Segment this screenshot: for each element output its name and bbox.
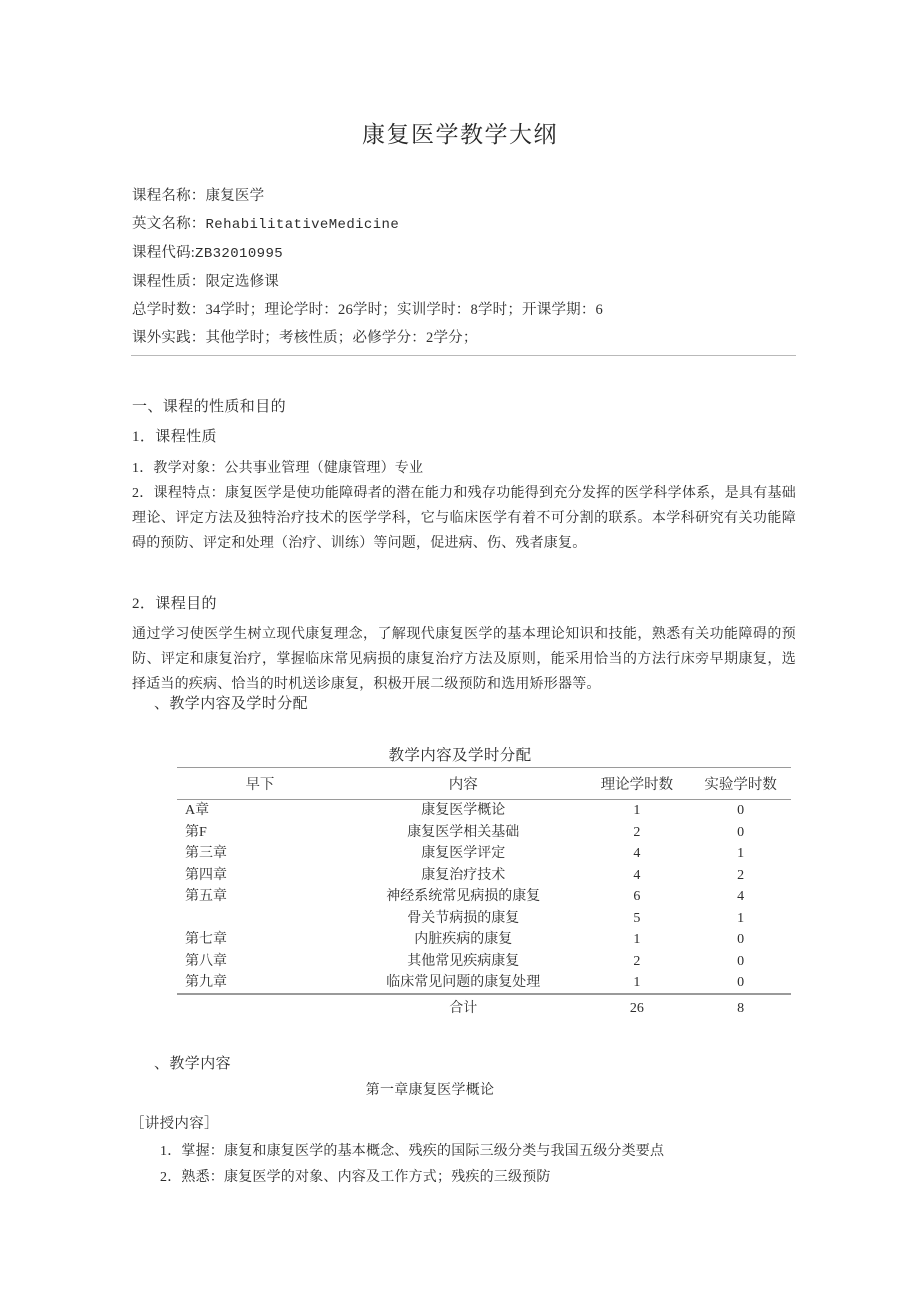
meta-value: 34学时；理论学时：26学时；实训学时：8学时；开课学期：6 bbox=[205, 302, 603, 318]
section-three-heading: 、教学内容 bbox=[154, 1056, 232, 1072]
table-head bbox=[177, 768, 791, 800]
lecture-item: 1．掌握：康复和康复医学的基本概念、残疾的国际三级分类与我国五级分类要点 bbox=[160, 1144, 665, 1159]
cell-content: 康复医学评定 bbox=[421, 846, 506, 861]
meta-value: 限定选修课 bbox=[205, 274, 279, 290]
meta-line-course-nature bbox=[132, 268, 796, 296]
cell-theory-hours: 2 bbox=[633, 824, 641, 840]
meta-value: ZB32010995 bbox=[195, 246, 284, 262]
cell-total-theory-hours: 26 bbox=[629, 1000, 644, 1016]
table-total-row bbox=[177, 994, 791, 1022]
table-row bbox=[177, 865, 791, 887]
meta-line-extracurricular bbox=[132, 324, 796, 352]
meta-label: 课外实践： bbox=[132, 330, 206, 346]
table-row bbox=[177, 800, 791, 822]
cell-total-spacer bbox=[177, 994, 343, 1022]
table-header-row bbox=[177, 768, 791, 800]
page-title: 康复医学教学大纲 bbox=[362, 122, 558, 147]
meta-line-total-hours bbox=[132, 296, 796, 324]
meta-line-course-name bbox=[132, 182, 796, 210]
meta-label: 总学时数： bbox=[132, 302, 206, 318]
section-one-sub-one-heading: 1．课程性质 bbox=[132, 429, 217, 445]
cell-content: 神经系统常见病损的康复 bbox=[386, 889, 541, 904]
table-bottom-divider bbox=[177, 993, 791, 994]
section-one-sub-two-heading: 2．课程目的 bbox=[132, 596, 217, 612]
meta-value: 其他学时；考核性质；必修学分：2学分； bbox=[205, 330, 478, 346]
cell-chapter: 第F bbox=[185, 824, 207, 840]
teaching-hours-table bbox=[177, 767, 791, 1022]
cell-theory-hours: 1 bbox=[633, 975, 641, 990]
meta-label: 英文名称： bbox=[132, 216, 206, 232]
cell-chapter: 第五章 bbox=[185, 889, 227, 904]
lecture-item: 2．熟悉：康复医学的对象、内容及工作方式；残疾的三级预防 bbox=[160, 1170, 551, 1185]
cell-chapter: 第三章 bbox=[185, 846, 227, 861]
cell-lab-hours: 0 bbox=[737, 824, 745, 840]
cell-lab-hours: 1 bbox=[737, 846, 745, 861]
cell-content: 内脏疾病的康复 bbox=[414, 932, 513, 947]
table-body bbox=[177, 800, 791, 1022]
cell-content: 康复医学概论 bbox=[421, 803, 506, 818]
cell-content: 康复医学相关基础 bbox=[407, 824, 520, 840]
cell-total-lab-hours: 8 bbox=[737, 1000, 745, 1016]
course-objective-paragraph: 通过学习使医学生树立现代康复理念，了解现代康复医学的基本理论知识和技能，熟悉有关功能障碍的预防、评定和康复治疗，掌握临床常见病损的康复治疗方法及原则，能采用恰当的方法行床旁早期康复，选择适当的疾病、恰当的时机送诊康复，积极开展二级预防和选用矫形器等。 bbox=[132, 627, 796, 692]
course-features-paragraph: 2．课程特点：康复医学是使功能障碍者的潜在能力和残存功能得到充分发挥的医学科学体系，是具有基础理论、评定方法及独特治疗技术的医学学科，它与临床医学有着不可分割的联系。本学科研究有关功能障碍的预防、评定和处理（治疗、训练）等问题，促进病、伤、残者康复。 bbox=[132, 486, 796, 551]
cell-lab-hours: 0 bbox=[737, 803, 745, 818]
cell-lab-hours: 0 bbox=[737, 932, 745, 947]
cell-theory-hours: 4 bbox=[633, 867, 641, 883]
cell-theory-hours: 1 bbox=[633, 803, 641, 818]
cell-lab-hours: 1 bbox=[737, 910, 745, 926]
meta-line-english-name bbox=[132, 210, 796, 239]
cell-chapter: A章 bbox=[185, 803, 210, 818]
cell-chapter: 第四章 bbox=[185, 867, 227, 883]
meta-value: RehabilitativeMedicine bbox=[205, 217, 400, 233]
column-header-chapter: 早下 bbox=[245, 777, 275, 793]
meta-label: 课程代码: bbox=[132, 245, 196, 261]
table-row bbox=[177, 886, 791, 908]
cell-content: 临床常见问题的康复处理 bbox=[386, 975, 541, 990]
cell-theory-hours: 4 bbox=[633, 846, 641, 861]
cell-chapter: 第七章 bbox=[185, 932, 227, 947]
section-one-heading: 一、课程的性质和目的 bbox=[132, 399, 287, 415]
hours-table-title: 教学内容及学时分配 bbox=[388, 747, 532, 764]
cell-lab-hours: 0 bbox=[737, 975, 745, 990]
meta-divider bbox=[131, 355, 796, 356]
meta-value: 康复医学 bbox=[205, 188, 265, 204]
chapter-one-title: 第一章康复医学概论 bbox=[365, 1083, 495, 1098]
cell-theory-hours: 2 bbox=[633, 953, 641, 969]
meta-label: 课程名称： bbox=[132, 188, 206, 204]
column-header-lab-hours: 实验学时数 bbox=[704, 777, 777, 793]
cell-chapter bbox=[177, 908, 343, 930]
table-row bbox=[177, 951, 791, 973]
meta-line-course-code bbox=[132, 239, 796, 268]
lecture-content-heading: ［讲授内容］ bbox=[130, 1116, 219, 1132]
cell-content: 骨关节病损的康复 bbox=[407, 910, 520, 926]
table-row bbox=[177, 908, 791, 930]
cell-lab-hours: 2 bbox=[737, 867, 745, 883]
column-header-content: 内容 bbox=[448, 777, 478, 793]
meta-label: 课程性质： bbox=[132, 274, 206, 290]
table-row bbox=[177, 972, 791, 994]
cell-chapter: 第九章 bbox=[185, 975, 227, 990]
section-two-heading: 、教学内容及学时分配 bbox=[154, 696, 309, 712]
table-row bbox=[177, 929, 791, 951]
table-row bbox=[177, 843, 791, 865]
course-audience-paragraph: 1．教学对象：公共事业管理（健康管理）专业 bbox=[132, 461, 424, 476]
cell-content: 康复治疗技术 bbox=[421, 867, 506, 883]
cell-chapter: 第八章 bbox=[185, 953, 227, 969]
cell-theory-hours: 5 bbox=[633, 910, 641, 926]
course-meta-block bbox=[132, 182, 796, 352]
cell-total-label: 合计 bbox=[449, 1000, 478, 1016]
column-header-theory-hours: 理论学时数 bbox=[600, 777, 674, 793]
cell-lab-hours: 4 bbox=[737, 889, 745, 904]
cell-theory-hours: 1 bbox=[633, 932, 641, 947]
cell-lab-hours: 0 bbox=[737, 953, 745, 969]
cell-theory-hours: 6 bbox=[633, 889, 641, 904]
cell-content: 其他常见疾病康复 bbox=[407, 953, 520, 969]
table-row bbox=[177, 822, 791, 844]
